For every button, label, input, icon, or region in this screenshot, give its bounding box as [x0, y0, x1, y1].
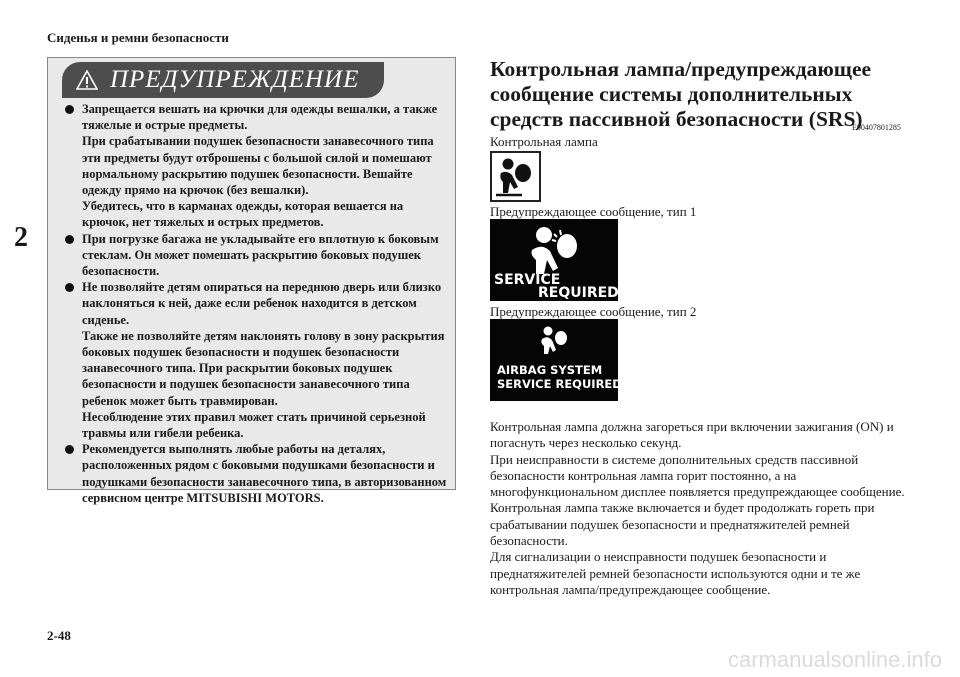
- page-number: 2-48: [47, 628, 71, 643]
- msg1-caption: Предупреждающее сообщение, тип 1: [490, 204, 697, 219]
- warning-item: [62, 441, 447, 506]
- body-paragraph: Контрольная лампа должна загореться при включении зажигания (ON) и погаснуть через несколько секунд.: [490, 419, 894, 451]
- warning-item: [62, 279, 447, 441]
- warning-text: Убедитесь, что в карманах одежды, которая вешается на крючок, нет тяжелых и острых предметов.: [82, 199, 404, 230]
- msg1-line2: REQUIRED: [538, 285, 619, 301]
- warning-text: Также не позволяйте детям наклонять голову в зону раскрытия боковых подушек безопасности и подушек безопасности занавесочного типа. При раскрытии боковых подушек безопасности и подушек безопасности занавесочного типа ребенок может быть травмирован.: [82, 328, 445, 408]
- watermark: carmanualsonline.info: [727, 647, 942, 672]
- warning-text: Запрещается вешать на крючки для одежды вешалки, а также тяжелые и острые предметы.: [82, 102, 438, 133]
- section-title: Контрольная лампа/предупреждающее сообщение системы дополнительных средств пассивной безопасности (SRS): [490, 57, 872, 131]
- msg2-caption: Предупреждающее сообщение, тип 2: [490, 304, 697, 319]
- warning-text: Рекомендуется выполнять любые работы на деталях, расположенных рядом с боковыми подушками безопасности и подушками безопасности занавесочного типа, в авторизованном сервисном центре MITSUBISHI MOTORS.: [82, 442, 447, 505]
- warning-text: При срабатывании подушек безопасности занавесочного типа эти предметы будут отброшены с большой силой и помешают нормальному раскрытию подушек безопасности. Вешайте одежду прямо на крючок (без вешалки).: [82, 134, 434, 198]
- warning-box: [47, 57, 456, 505]
- warning-list: [62, 101, 447, 506]
- warning-message-type1-display: [490, 219, 618, 301]
- body-paragraph: Контрольная лампа также включается и будет продолжать гореть при срабатывании подушек безопасности и преднатяжителей ремней безопасности.: [490, 500, 875, 549]
- chapter-tab: 2: [14, 222, 28, 253]
- section-code: E00407801285: [852, 123, 901, 132]
- airbag-person-icon: [520, 224, 590, 276]
- body-paragraph: Для сигнализации о неисправности подушек безопасности и преднатяжителей ремней безопасности используются одни и те же контрольная лампа/предупреждающее сообщение.: [490, 549, 861, 597]
- page-header: Сиденья и ремни безопасности: [47, 30, 229, 45]
- srs-warning-lamp: [490, 151, 541, 202]
- lamp-caption: Контрольная лампа: [490, 134, 598, 149]
- airbag-person-icon: [492, 153, 539, 200]
- msg2-line1: AIRBAG SYSTEM: [497, 363, 603, 377]
- warning-message-type2-display: [490, 319, 622, 401]
- airbag-person-icon: [536, 325, 572, 355]
- warning-triangle-icon: [76, 70, 98, 90]
- warning-text: Несоблюдение этих правил может стать причиной серьезной травмы или гибели ребенка.: [82, 409, 426, 441]
- warning-header: [62, 62, 384, 98]
- body-paragraph: При неисправности в системе дополнительных средств пассивной безопасности контрольная лампа горит постоянно, а на многофункциональном дисплее появляется предупреждающее сообщение.: [490, 451, 905, 500]
- warning-title: ПРЕДУПРЕЖДЕНИЕ: [110, 66, 360, 93]
- msg2-line2: SERVICE REQUIRED: [497, 377, 622, 391]
- msg1-line1: SERVICE: [494, 272, 561, 288]
- warning-item: [62, 101, 447, 231]
- warning-text: При погрузке багажа не укладывайте его вплотную к боковым стеклам. Он может помешать раскрытию боковых подушек безопасности.: [82, 231, 439, 279]
- section-body: [490, 419, 910, 598]
- warning-text: Не позволяйте детям опираться на переднюю дверь или близко наклоняться к ней, даже если ребенок находится в детском сиденье.: [82, 280, 442, 327]
- warning-item: [62, 231, 447, 280]
